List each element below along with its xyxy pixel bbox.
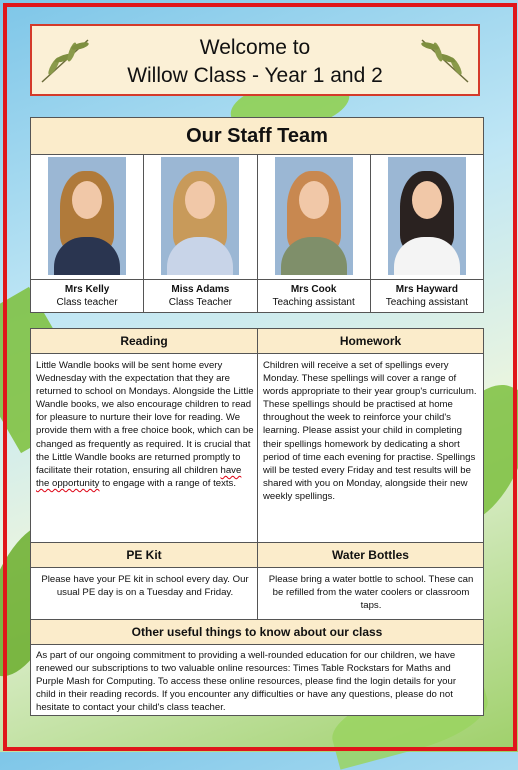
staff-team-panel (30, 117, 484, 313)
staff-name: Mrs Cook (290, 284, 337, 295)
staff-name: Miss Adams (171, 284, 230, 295)
staff-photo (48, 157, 126, 275)
staff-role: Class Teacher (168, 297, 232, 308)
water-bottles-heading: Water Bottles (258, 543, 483, 568)
staff-role: Teaching assistant (385, 297, 469, 308)
pe-kit-heading: PE Kit (31, 543, 257, 568)
staff-photo (388, 157, 466, 275)
staff-photo (161, 157, 239, 275)
staff-photo (275, 157, 353, 275)
title-line-1: Welcome to (199, 36, 311, 59)
info-panel (30, 328, 484, 716)
water-bottles-text: Please bring a water bottle to school. These can be refilled from the water coolers or classroom taps. (268, 574, 474, 612)
homework-heading: Homework (258, 329, 483, 354)
title-banner (30, 24, 480, 96)
staff-name: Mrs Hayward (395, 284, 458, 295)
other-info-heading: Other useful things to know about our class (31, 620, 483, 645)
staff-member-hayward (371, 155, 483, 313)
homework-text: Children will receive a set of spellings every Monday. These spellings will cover a range of words appropriate to their year group's curriculum. These spellings should be practised at home throughout the week to reinforce your child's learning. Please assist your child in completing their spellings homework by dedicating a short period of time each evening for practise. Spellings will be tested every Friday and test results will be shared with you on Monday, alongside their new weekly spellings. (263, 360, 477, 502)
staff-member-adams (144, 155, 257, 313)
staff-heading: Our Staff Team (31, 118, 483, 155)
leaf-sprig-icon (38, 32, 94, 88)
staff-name: Mrs Kelly (64, 284, 110, 295)
staff-role: Class teacher (56, 297, 118, 308)
other-info-text: As part of our ongoing commitment to providing a well-rounded education for our children, we have renewed our subscriptions to two valuable online resources: Times Table Rockstars for Maths and Purple Mash for Computing. To access these online resources, please find the login details for your child in their reading records. If you encounter any difficulties or have any questions, please do not hesitate to contact your child's class teacher. (36, 650, 457, 714)
staff-member-cook (258, 155, 371, 313)
leaf-sprig-icon (416, 32, 472, 88)
pe-kit-text: Please have your PE kit in school every day. Our usual PE day is on a Tuesday and Friday. (41, 574, 249, 599)
title-line-2: Willow Class - Year 1 and 2 (127, 64, 383, 87)
staff-role: Teaching assistant (272, 297, 355, 308)
reading-heading: Reading (31, 329, 257, 354)
staff-member-kelly (31, 155, 144, 313)
reading-text: Little Wandle books will be sent home every Wednesday with the expectation that they are returned to school on Mondays. Alongside the Little Wandle books, we also encourage children to read for pleasure to nurture their love for reading. We provide them with a free choice book, which can be changed as frequently as required. It is crucial that the Little Wandle books are returned promptly to facilitate their rotation, ensuring all children have the opportunity to engage with a range of texts. (36, 360, 254, 489)
